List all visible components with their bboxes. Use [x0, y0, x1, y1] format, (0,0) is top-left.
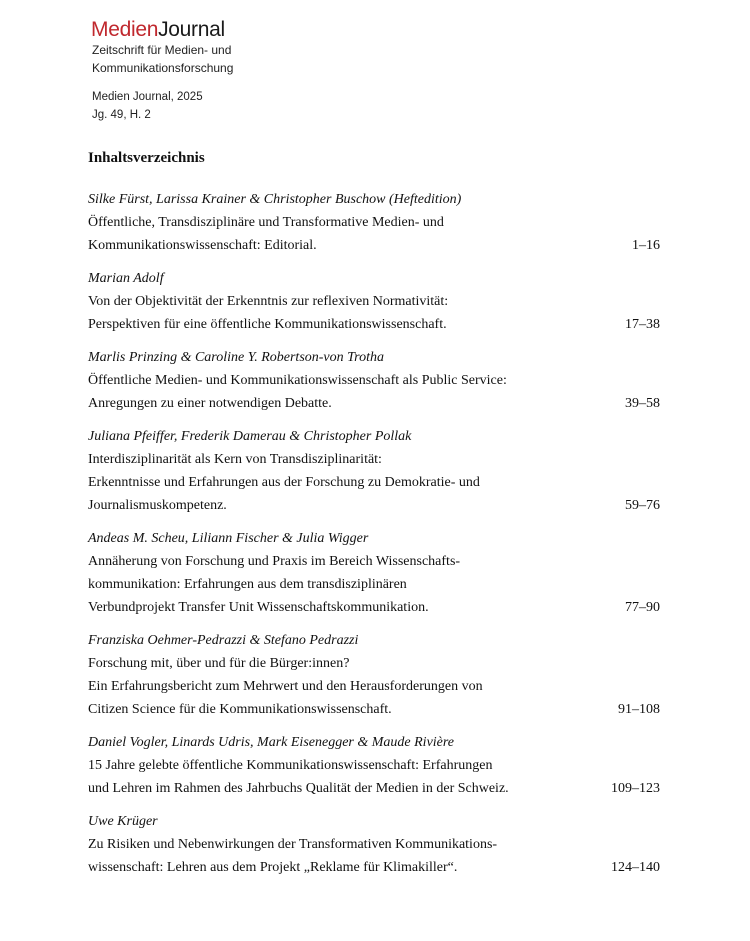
entry-title-line: Interdisziplinarität als Kern von Transdisziplinarität:	[88, 452, 382, 467]
entry-title-line: Öffentliche Medien- und Kommunikationswissenschaft als Public Service:	[88, 373, 507, 388]
toc-entry	[88, 810, 663, 879]
entry-title-line: Perspektiven für eine öffentliche Kommunikationswissenschaft.	[88, 317, 447, 332]
entry-pages: 39–58	[625, 396, 660, 411]
toc-entry	[88, 188, 663, 257]
entry-title-line: Öffentliche, Transdisziplinäre und Transformative Medien- und	[88, 215, 444, 230]
journal-subtitle	[92, 42, 292, 77]
logo-part-journal: Journal	[158, 18, 225, 41]
entry-title-line: wissenschaft: Lehren aus dem Projekt „Reklame für Klimakiller“.	[88, 860, 458, 875]
journal-logo	[91, 18, 225, 42]
entry-authors: Marian Adolf	[88, 271, 164, 286]
entry-title-line: Journalismuskompetenz.	[88, 498, 227, 513]
issue-volume: Jg. 49, H. 2	[92, 109, 151, 121]
toc-heading: Inhaltsverzeichnis	[88, 150, 205, 166]
subtitle-line: Zeitschrift für Medien- und	[92, 43, 232, 57]
entry-title-line: Forschung mit, über und für die Bürger:innen?	[88, 656, 350, 671]
entry-title-line: kommunikation: Erfahrungen aus dem transdisziplinären	[88, 577, 407, 592]
entry-title-line: und Lehren im Rahmen des Jahrbuchs Qualität der Medien in der Schweiz.	[88, 781, 509, 796]
entry-authors: Andeas M. Scheu, Liliann Fischer & Julia Wigger	[88, 531, 369, 546]
toc-list	[88, 188, 663, 889]
entry-title-line: Kommunikationswissenschaft: Editorial.	[88, 238, 317, 253]
entry-authors: Uwe Krüger	[88, 814, 158, 829]
toc-entry	[88, 629, 663, 721]
entry-title-line: Annäherung von Forschung und Praxis im Bereich Wissenschafts-	[88, 554, 461, 569]
entry-title-line: Ein Erfahrungsbericht zum Mehrwert und den Herausforderungen von	[88, 679, 483, 694]
entry-title-line: 15 Jahre gelebte öffentliche Kommunikationswissenschaft: Erfahrungen	[88, 758, 493, 773]
toc-entry	[88, 527, 663, 619]
entry-title-line: Citizen Science für die Kommunikationswissenschaft.	[88, 702, 392, 717]
entry-title-line: Verbundprojekt Transfer Unit Wissenschaftskommunikation.	[88, 600, 429, 615]
entry-authors: Marlis Prinzing & Caroline Y. Robertson-von Trotha	[88, 350, 384, 365]
issue-year: Medien Journal, 2025	[92, 91, 203, 103]
entry-title-line: Anregungen zu einer notwendigen Debatte.	[88, 396, 332, 411]
entry-title-line: Erkenntnisse und Erfahrungen aus der Forschung zu Demokratie- und	[88, 475, 480, 490]
entry-title-line: Von der Objektivität der Erkenntnis zur reflexiven Normativität:	[88, 294, 449, 309]
toc-entry	[88, 425, 663, 517]
logo-part-medien: Medien	[91, 18, 159, 41]
toc-entry	[88, 267, 663, 336]
entry-authors: Silke Fürst, Larissa Krainer & Christopher Buschow (Heftedition)	[88, 192, 462, 207]
subtitle-line: Kommunikationsforschung	[92, 60, 234, 75]
entry-pages: 109–123	[611, 781, 660, 796]
entry-pages: 59–76	[625, 498, 660, 513]
entry-authors: Juliana Pfeiffer, Frederik Damerau & Christopher Pollak	[88, 429, 412, 444]
toc-entry	[88, 346, 663, 415]
entry-authors: Daniel Vogler, Linards Udris, Mark Eisenegger & Maude Rivière	[88, 735, 455, 750]
entry-title-line: Zu Risiken und Nebenwirkungen der Transformativen Kommunikations-	[88, 837, 498, 852]
toc-entry	[88, 731, 663, 800]
entry-pages: 124–140	[611, 860, 660, 875]
entry-pages: 91–108	[618, 702, 660, 717]
entry-pages: 77–90	[625, 600, 660, 615]
issue-info	[92, 88, 203, 124]
entry-pages: 17–38	[625, 317, 660, 332]
entry-pages: 1–16	[632, 238, 660, 253]
entry-authors: Franziska Oehmer-Pedrazzi & Stefano Pedrazzi	[88, 633, 359, 648]
